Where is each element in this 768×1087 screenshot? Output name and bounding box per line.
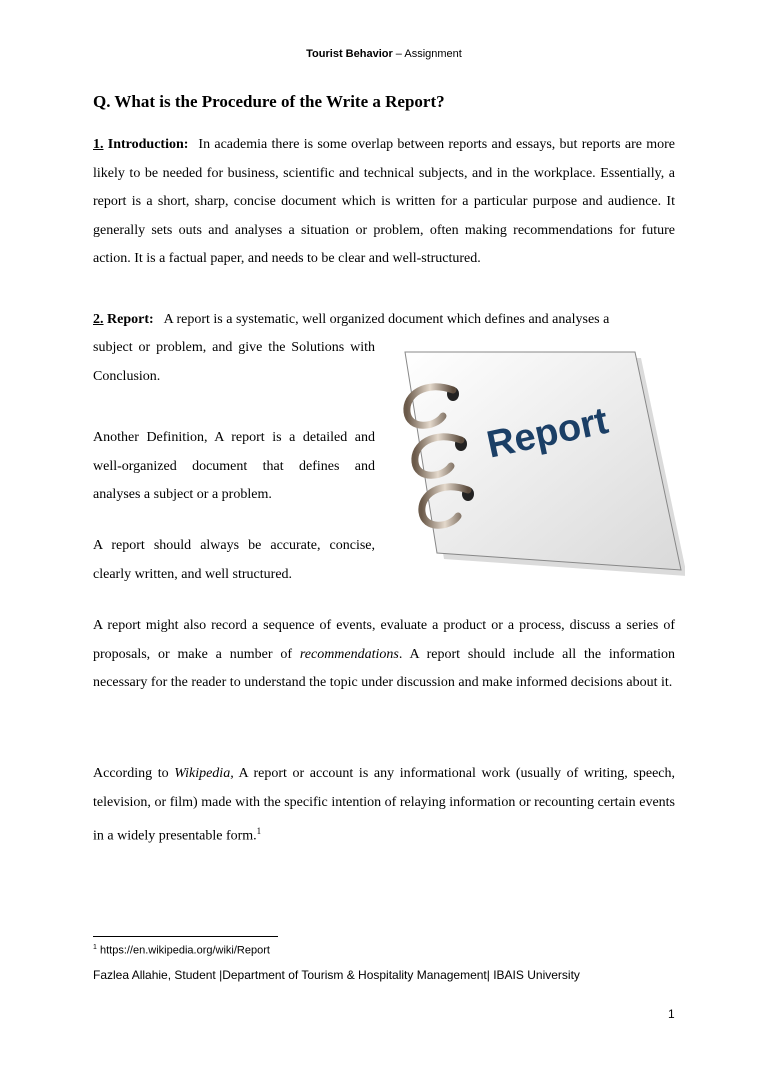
footnote-marker: 1 [93, 944, 97, 951]
report-notebook-illustration [385, 350, 685, 580]
sequence-paragraph [93, 612, 675, 698]
report-definition-continued: subject or problem, and give the Solutions with Conclusion. [93, 340, 375, 384]
wikipedia-text: A report or account is any informational work (usually of writing, speech, television, or film) made with the specific intention of relaying information or recounting certain events in a widely presentable form. [93, 766, 675, 844]
sequence-text-end: . A report should include all the information necessary for the reader to understand the topic under discussion and make informed decisions about it. [93, 646, 675, 690]
page-number: 1 [668, 1007, 675, 1021]
introduction-paragraph [93, 131, 675, 274]
accuracy-paragraph: A report should always be accurate, concise, clearly written, and well structured. [93, 538, 375, 582]
question-heading: Q. What is the Procedure of the Write a Report? [93, 92, 445, 111]
page-footer: Fazlea Allahie, Student |Department of Tourism & Hospitality Management| IBAIS University [93, 968, 580, 982]
footnote [93, 944, 270, 957]
header-subtitle: – Assignment [392, 48, 462, 60]
header-title: Tourist Behavior [306, 48, 393, 60]
sequence-text: A report might also record a sequence of events, evaluate a product or a process, discuss a series of proposals, or make a number of [93, 618, 675, 662]
introduction-text: In academia there is some overlap between reports and essays, but reports are more likely to be needed for business, scientific and technical subjects, and in the workplace. Essentially, a report is a short, sharp, concise document which is written for a particular purpose and audience. It generally sets outs and analyses a situation or problem, often making recommendations for future action. It is a factual paper, and needs to be clear and well-structured. [93, 137, 675, 266]
section-heading: Introduction: [103, 137, 189, 152]
section-number: 2. [93, 312, 104, 327]
wikipedia-intro: According to [93, 766, 175, 781]
wikipedia-paragraph [93, 760, 675, 851]
footnote-divider [93, 936, 278, 937]
footnote-reference: 1 [256, 826, 262, 836]
report-notebook-icon [385, 350, 685, 580]
section-heading: Report: [103, 312, 154, 327]
section-number: 1. [93, 137, 104, 152]
recommendations-term: recommendations [299, 646, 399, 662]
another-definition-paragraph: Another Definition, A report is a detailed and well-organized document that defines and analyses a subject or a problem. [93, 430, 375, 502]
report-label: Report [483, 399, 612, 467]
wikipedia-source: Wikipedia, [174, 766, 234, 781]
report-text: A report is a systematic, well organized document which defines and analyses a [163, 312, 610, 327]
page-header [0, 48, 768, 60]
report-definition-line [93, 306, 675, 335]
footnote-url[interactable]: https://en.wikipedia.org/wiki/Report [99, 944, 270, 957]
